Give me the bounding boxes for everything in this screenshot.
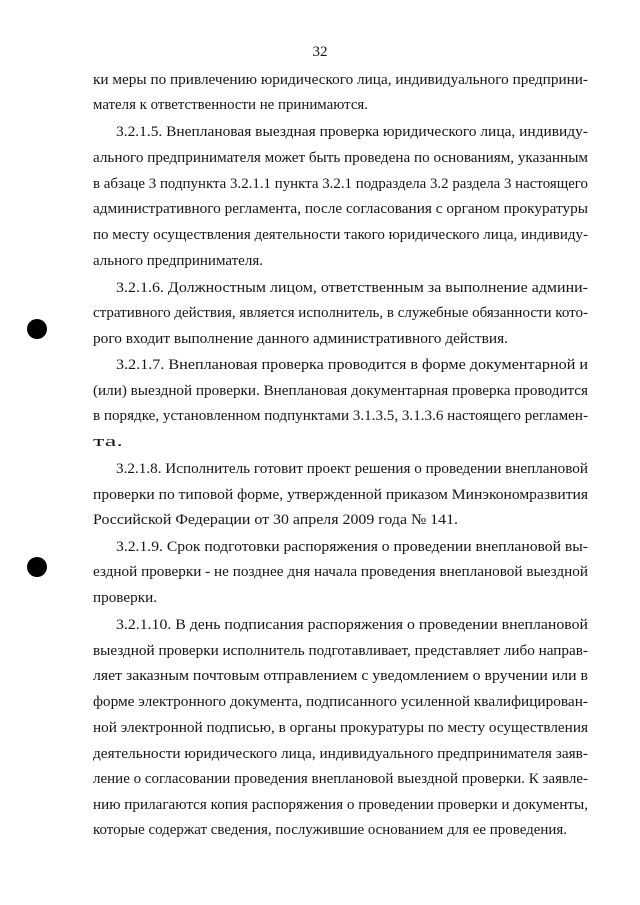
text-line: Российской Федерации от 30 апреля 2009 года № 141.: [93, 512, 458, 528]
text-line: ального предпринимателя может быть проведена по основаниям, указанным: [93, 150, 588, 166]
text-line: по месту осуществления деятельности такого юридического лица, индивиду-: [93, 227, 588, 243]
text-line: стративного действия, является исполнитель, в служебные обязанности кото-: [93, 305, 588, 321]
text-line: 3.2.1.9. Срок подготовки распоряжения о проведении внеплановой вы-: [116, 539, 588, 555]
text-line: проверки.: [93, 590, 157, 606]
text-line: проверки по типовой форме, утвержденной приказом Минэкономразвития: [93, 487, 588, 503]
text-line: в порядке, установленном подпунктами 3.1.3.5, 3.1.3.6 настоящего регламен-: [93, 408, 588, 424]
text-line: 3.2.1.7. Внеплановая проверка проводится в форме документарной и: [116, 357, 588, 373]
text-line: ездной проверки - не позднее дня начала проведения внеплановой выездной: [93, 564, 588, 580]
text-line: ление о согласовании проведения внеплановой выездной проверки. К заявле-: [93, 771, 588, 787]
punch-hole-top: [27, 319, 47, 339]
text-line: форме электронного документа, подписанного усиленной квалифицирован-: [93, 694, 588, 710]
text-line: выездной проверки исполнитель подготавливает, представляет либо направ-: [93, 643, 588, 659]
text-line: ального предпринимателя.: [93, 253, 263, 269]
text-line: 3.2.1.10. В день подписания распоряжения о проведении внеплановой: [116, 617, 588, 633]
text-line: мателя к ответственности не принимаются.: [93, 97, 368, 113]
text-line: 3.2.1.5. Внеплановая выездная проверка юридического лица, индивиду-: [116, 124, 588, 140]
page-number: 32: [312, 44, 328, 60]
text-line: рого входит выполнение данного административного действия.: [93, 331, 508, 347]
text-line: 3.2.1.6. Должностным лицом, ответственным за выполнение админи-: [116, 280, 588, 296]
punch-hole-bottom: [27, 557, 47, 577]
text-line: которые содержат сведения, послужившие основанием для ее проведения.: [93, 822, 567, 838]
text-line: та.: [93, 434, 123, 450]
text-line: 3.2.1.8. Исполнитель готовит проект решения о проведении внеплановой: [116, 461, 588, 477]
text-line: ной электронной подписью, в органы прокуратуры по месту осуществления: [93, 720, 588, 736]
text-line: (или) выездной проверки. Внеплановая документарная проверка проводится: [93, 383, 588, 399]
text-line: деятельности юридического лица, индивидуального предпринимателя заяв-: [93, 746, 588, 762]
text-line: нию прилагаются копия распоряжения о проведении проверки и документы,: [93, 797, 588, 813]
text-line: ки меры по привлечению юридического лица, индивидуального предприни-: [93, 72, 588, 88]
text-line: в абзаце 3 подпункта 3.2.1.1 пункта 3.2.1 подраздела 3.2 раздела 3 настоящего: [93, 176, 588, 192]
text-line: административного регламента, после согласования с органом прокуратуры: [93, 201, 588, 217]
text-line: ляет заказным почтовым отправлением с уведомлением о вручении или в: [93, 668, 588, 684]
